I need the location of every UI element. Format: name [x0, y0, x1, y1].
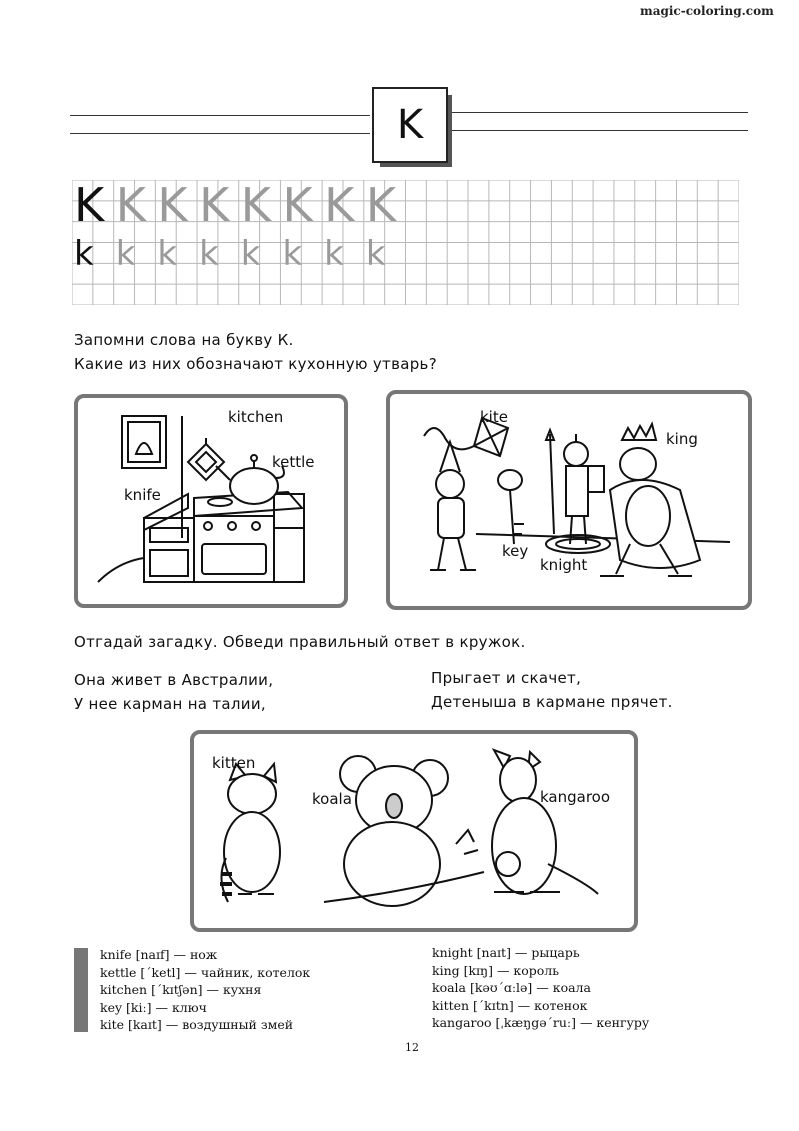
header-line — [70, 115, 370, 116]
watermark: magic-coloring.com — [640, 4, 774, 18]
label-koala: koala — [312, 790, 352, 808]
lower-letter-trace: k — [240, 234, 261, 274]
animals-picture-panel — [190, 730, 638, 932]
upper-letter-trace: K — [324, 180, 355, 232]
label-kite: kite — [480, 408, 508, 426]
vocab-entry: koala [kəʊˊɑːlə] — коала — [432, 980, 591, 995]
instruction-line-2: Какие из них обозначают кухонную утварь? — [74, 355, 437, 373]
header-line — [450, 130, 748, 131]
vocab-entry: kitten [ˊkɪtn] — котенок — [432, 997, 588, 1013]
riddle-right-line-1: Прыгает и скачет, — [431, 669, 582, 687]
label-kangaroo: kangaroo — [540, 788, 611, 806]
vocab-entry: key [kiː] — ключ — [100, 999, 207, 1015]
upper-letter-trace: K — [282, 180, 313, 232]
upper-letter-trace: K — [199, 180, 230, 232]
riddle-instruction: Отгадай загадку. Обведи правильный ответ в кружок. — [74, 633, 526, 651]
label-kettle: kettle — [272, 453, 315, 471]
upper-letter-trace: K — [115, 180, 146, 232]
upper-letter-sample: K — [74, 180, 105, 232]
upper-letter-trace: K — [157, 180, 188, 232]
lower-letter-trace: k — [199, 234, 219, 274]
header-line — [450, 112, 748, 113]
vocab-entry: kettle [ˊketl] — чайник, котелок — [100, 964, 311, 980]
characters-picture-panel — [386, 390, 752, 610]
label-kitten: kitten — [212, 754, 256, 772]
riddle-left-line-1: Она живет в Австралии, — [74, 671, 274, 689]
vocab-entry: king [kɪŋ] — король — [432, 962, 560, 978]
vocab-entry: kite [kaɪt] — воздушный змей — [100, 1017, 294, 1032]
kitchen-illustration — [78, 398, 344, 604]
label-key: key — [502, 542, 529, 560]
characters-illustration — [390, 394, 748, 606]
upper-letter-trace: K — [240, 180, 271, 232]
lower-letter-trace: k — [282, 234, 303, 274]
lower-letter-trace: k — [365, 234, 386, 274]
vocab-entry: knife [naɪf] — нож — [100, 947, 218, 962]
vocabulary-left — [100, 946, 310, 1034]
upper-letter-trace: K — [365, 180, 396, 232]
lower-letter-trace: k — [157, 234, 178, 274]
vocab-entry: knight [naɪt] — рыцарь — [432, 945, 580, 960]
label-knight: knight — [540, 556, 588, 574]
lower-letter-trace: k — [115, 234, 136, 274]
vocabulary-marker-bar — [74, 948, 88, 1032]
label-knife: knife — [124, 486, 161, 504]
header-letter: K — [396, 102, 424, 148]
vocabulary-right — [432, 944, 649, 1032]
page-number: 12 — [405, 1041, 419, 1054]
riddle-left-line-2: У нее карман на талии, — [74, 695, 266, 713]
animals-illustration — [194, 734, 634, 928]
vocab-entry: kangaroo [ˌkæŋgəˊruː] — кенгуру — [432, 1015, 650, 1030]
lower-letter-trace: k — [324, 234, 344, 274]
letter-box — [372, 87, 448, 163]
instruction-line-1: Запомни слова на букву К. — [74, 331, 294, 349]
riddle-right-line-2: Детеныша в кармане прячет. — [431, 693, 673, 711]
lower-letter-sample: k — [74, 234, 94, 274]
header-line — [70, 133, 370, 134]
label-king: king — [666, 430, 698, 448]
vocab-entry: kitchen [ˊkɪtʃən] — кухня — [100, 982, 262, 997]
writing-grid — [72, 180, 739, 305]
label-kitchen: kitchen — [228, 408, 284, 426]
kitchen-picture-panel — [74, 394, 348, 608]
